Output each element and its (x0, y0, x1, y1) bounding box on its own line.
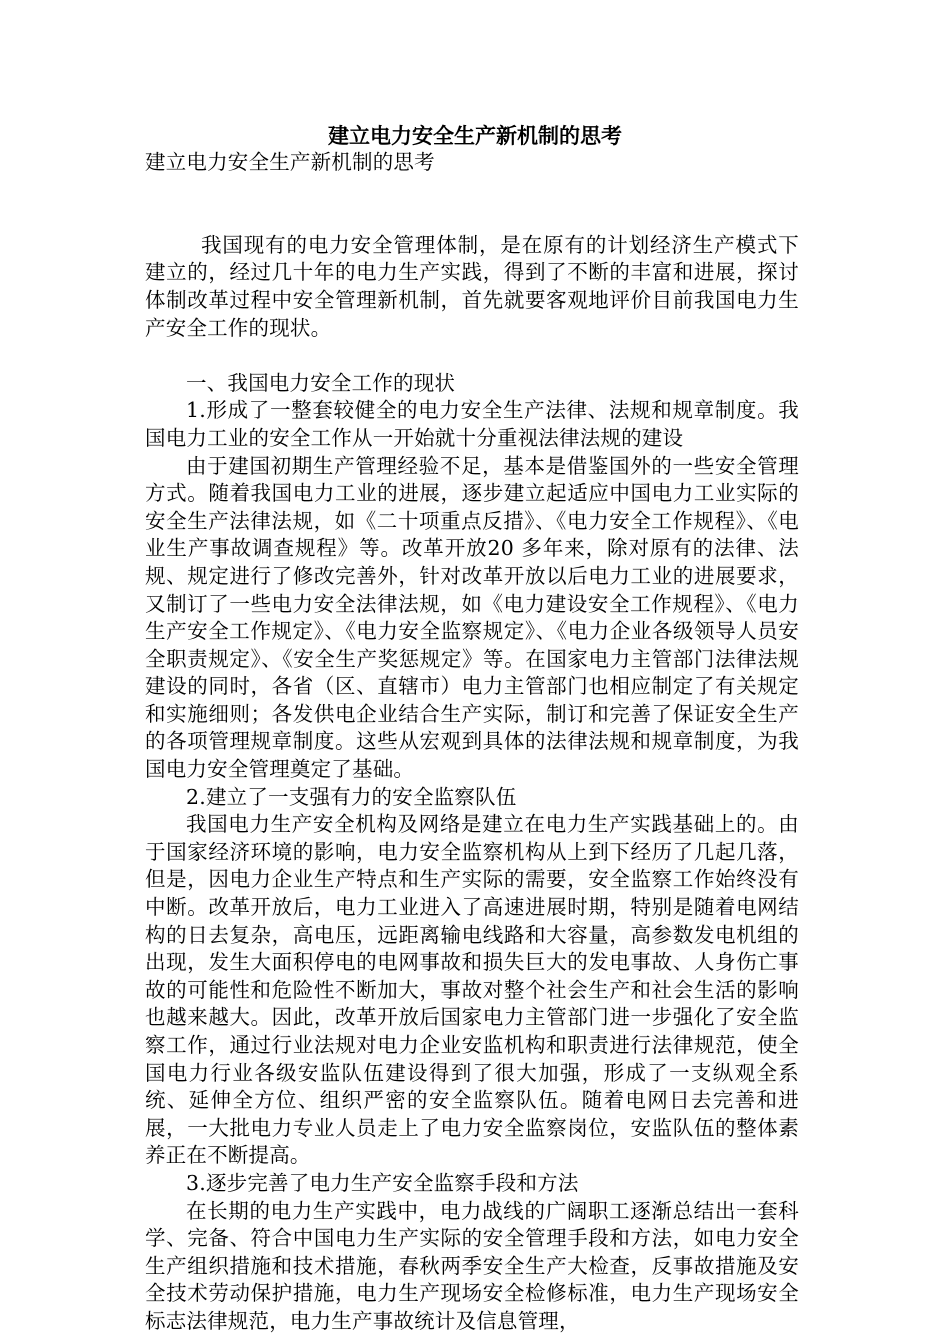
item-1-heading: 1.形成了一整套较健全的电力安全生产法律、法规和规章制度。我国电力工业的安全工作从一开始就十分重视法律法规的建设 (145, 398, 799, 450)
item-3-heading: 3.逐步完善了电力生产安全监察手段和方法 (186, 1170, 579, 1195)
blank-line (145, 342, 799, 370)
item-2-heading: 2.建立了一支强有力的安全监察队伍 (186, 784, 517, 809)
blank-line (145, 177, 799, 205)
document-title: 建立电力安全生产新机制的思考 (328, 124, 622, 148)
intro-paragraph: 我国现有的电力安全管理体制，是在原有的计划经济生产模式下建立的，经过几十年的电力生产实践，得到了不断的丰富和进展，探讨体制改革过程中安全管理新机制，首先就要客观地评价目前我国电力生产安全工作的现状。 (145, 232, 799, 340)
item-3-paragraph: 在长期的电力生产实践中，电力战线的广阔职工逐渐总结出一套科学、完备、符合中国电力生产实际的安全管理手段和方法，如电力安全生产组织措施和技术措施，春秋两季安全生产大检查，反事故措施及安全技术劳动保护措施，电力生产现场安全检修标准，电力生产现场安全标志法律规范，电力生产事故统计及信息管理， (145, 1198, 799, 1333)
document-body (145, 149, 799, 1336)
document-subtitle: 建立电力安全生产新机制的思考 (145, 150, 435, 174)
blank-line (145, 204, 799, 232)
item-2-paragraph: 我国电力生产安全机构及网络是建立在电力生产实践基础上的。由于国家经济环境的影响，电力安全监察机构从上到下经历了几起几落，但是，因电力企业生产特点和生产实际的需要，安全监察工作始终没有中断。改革开放后，电力工业进入了高速进展时期，特别是随着电网结构的日去复杂，高电压，远距离输电线路和大容量，高参数发电机组的出现，发生大面积停电的电网事故和损失巨大的发电事故、人身伤亡事故的可能性和危险性不断加大，事故对整个社会生产和社会生活的影响也越来越大。因此，改革开放后国家电力主管部门进一步强化了安全监察工作，通过行业法规对电力企业安监机构和职责进行法律规范，使全国电力行业各级安监队伍建设得到了很大加强，形成了一支纵观全系统、延伸全方位、组织严密的安全监察队伍。随着电网日去完善和进展，一大批电力专业人员走上了电力安全监察岗位，安监队伍的整体素养正在不断提高。 (145, 812, 799, 1168)
item-1-paragraph: 由于建国初期生产管理经验不足，基本是借鉴国外的一些安全管理方式。随着我国电力工业的进展，逐步建立起适应中国电力工业实际的安全生产法律法规，如《二十项重点反措》、《电力安全工作规程》、《电业生产事故调查规程》等。改革开放20 多年来，除对原有的法律、法规、规定进行了修改完善外，针对改革开放以后电力工业的进展要求，又制订了一些电力安全法律法规，如《电力建设安全工作规程》、《电力生产安全工作规定》、《电力安全监察规定》、《电力企业各级领导人员安全职责规定》、《安全生产奖惩规定》等。在国家电力主管部门法律法规建设的同时，各省（区、直辖市）电力主管部门也相应制定了有关规定和实施细则；各发供电企业结合生产实际，制订和完善了保证安全生产的各项管理规章制度。这些从宏观到具体的法律法规和规章制度，为我国电力安全管理奠定了基础。 (145, 453, 799, 782)
section-heading: 一、我国电力安全工作的现状 (186, 370, 456, 395)
